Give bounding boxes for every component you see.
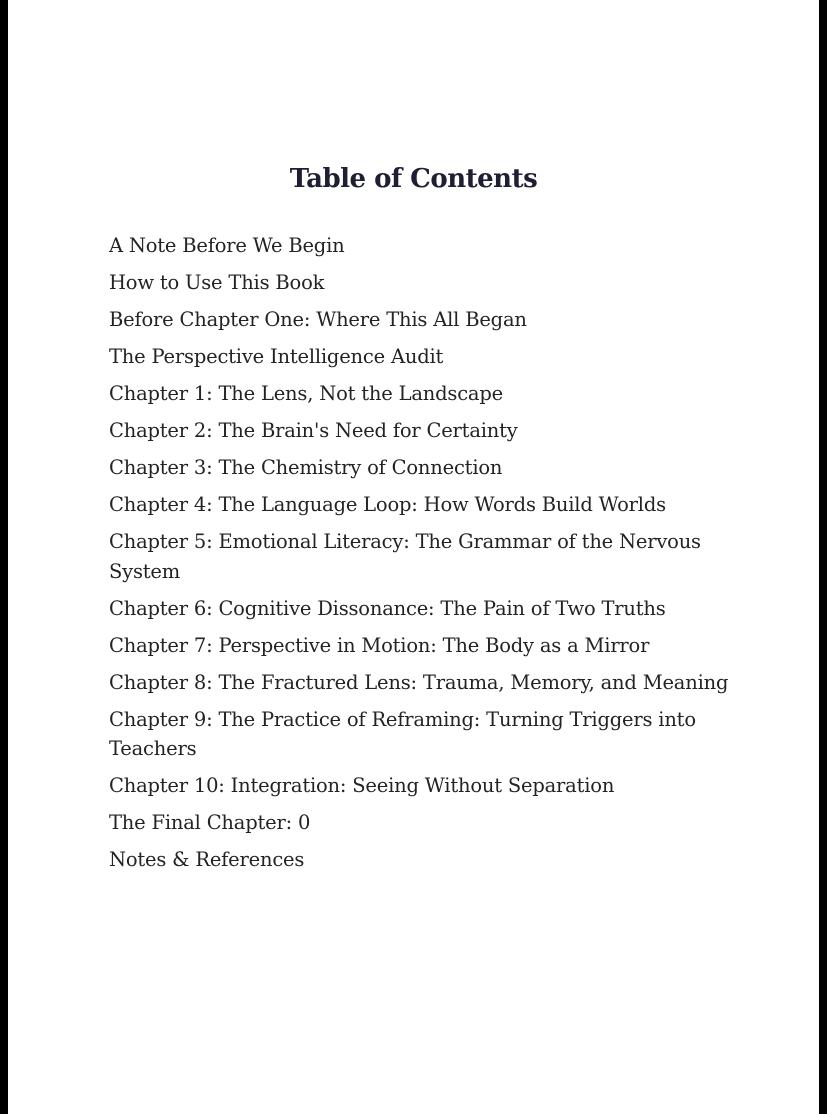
toc-entry[interactable]: Notes & References (109, 848, 305, 871)
page-title: Table of Contents (289, 164, 538, 194)
toc-entry[interactable]: Chapter 2: The Brain's Need for Certainty (109, 419, 518, 442)
toc-entry[interactable]: Chapter 3: The Chemistry of Connection (109, 456, 503, 479)
document-page (8, 0, 819, 1114)
toc-entry[interactable]: The Final Chapter: 0 (109, 811, 311, 834)
toc-entry[interactable]: Chapter 8: The Fractured Lens: Trauma, Memory, and Meaning (109, 670, 729, 694)
toc-entry[interactable]: The Perspective Intelligence Audit (109, 345, 444, 368)
toc-entry[interactable]: Chapter 4: The Language Loop: How Words Build Worlds (109, 493, 666, 516)
toc-entry[interactable]: Before Chapter One: Where This All Began (109, 308, 527, 331)
toc-entry[interactable]: Chapter 7: Perspective in Motion: The Body as a Mirror (109, 633, 650, 657)
toc-entry[interactable]: Chapter 10: Integration: Seeing Without Separation (109, 774, 615, 797)
table-of-contents-list (109, 231, 749, 882)
toc-entry[interactable]: Chapter 1: The Lens, Not the Landscape (109, 382, 503, 405)
toc-entry[interactable]: A Note Before We Begin (109, 234, 345, 257)
toc-entry[interactable]: Chapter 9: The Practice of Reframing: Turning Triggers into Teachers (109, 707, 696, 760)
toc-entry[interactable]: Chapter 6: Cognitive Dissonance: The Pain of Two Truths (109, 596, 666, 620)
toc-entry[interactable]: How to Use This Book (109, 271, 325, 294)
toc-entry[interactable]: Chapter 5: Emotional Literacy: The Grammar of the Nervous System (109, 530, 701, 583)
